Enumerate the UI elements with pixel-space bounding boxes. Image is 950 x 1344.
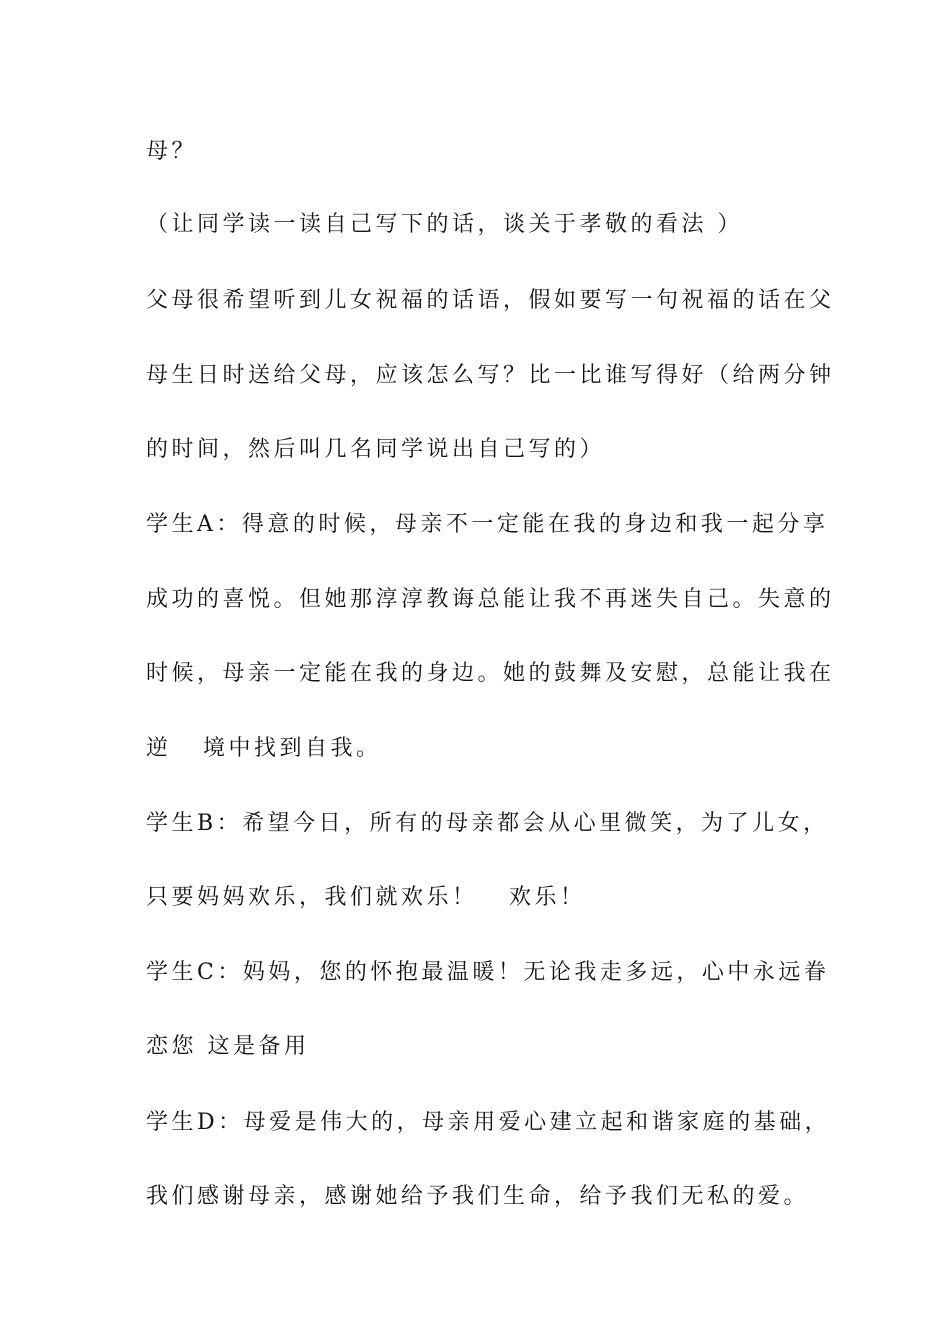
text-line: 只要妈妈欢乐，我们就欢乐！ 欢乐！ [146, 885, 586, 910]
text-line: 成功的喜悦。但她那淳淳教诲总能让我不再迷失自己。失意的 [146, 587, 835, 612]
text-line: 逆 境中找到自我。 [146, 736, 382, 761]
text-line: 学生A：得意的时候，母亲不一定能在我的身边和我一起分享 [146, 512, 829, 537]
text-line: 学生D：母爱是伟大的，母亲用爱心建立起和谐家庭的基础， [146, 1110, 831, 1135]
text-line: 我们感谢母亲，感谢她给予我们生命，给予我们无私的爱。 [146, 1184, 810, 1209]
text-line: （让同学读一读自己写下的话，谈关于孝敬的看法 ） [146, 212, 743, 237]
text-line: 母生日时送给父母，应该怎么写？比一比谁写得好（给两分钟 [146, 363, 835, 388]
text-line: 母？ [146, 139, 198, 164]
text-line: 学生C：妈妈，您的怀抱最温暖！无论我走多远，心中永远眷 [146, 960, 830, 985]
text-line: 时候，母亲一定能在我的身边。她的鼓舞及安慰，总能让我在 [146, 661, 835, 686]
text-line: 的时间，然后叫几名同学说出自己写的） [146, 437, 606, 462]
text-line: 学生B：希望今日，所有的母亲都会从心里微笑，为了儿女， [146, 811, 829, 836]
text-line: 父母很希望听到儿女祝福的话语，假如要写一句祝福的话在父 [146, 288, 835, 313]
text-line: 恋您 这是备用 [146, 1034, 310, 1059]
